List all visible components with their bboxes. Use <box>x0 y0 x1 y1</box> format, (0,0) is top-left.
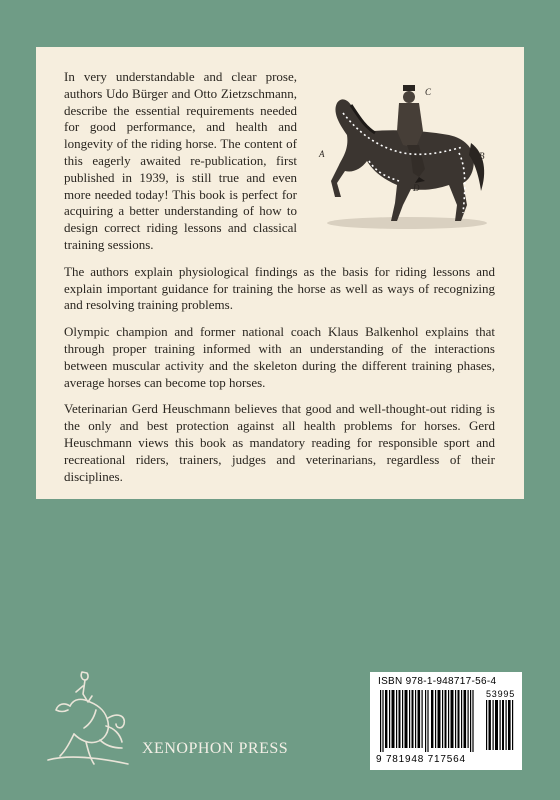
isbn-number: ISBN 978-1-948717-56-4 <box>378 676 497 687</box>
figure-label-a: A <box>319 149 325 159</box>
ean-digits: 9 781948 717564 <box>376 754 466 765</box>
isbn-barcode <box>370 672 522 770</box>
figure-label-c: C <box>425 87 432 97</box>
intro-section <box>64 69 495 254</box>
authors-paragraph: The authors explain physiological findings as the basis for riding lessons and explain important guidance for training the horse as well as ways of recognizing and resolving training problems. <box>64 263 495 313</box>
price-addon-bars <box>486 700 516 750</box>
xenophon-horse-logo-icon <box>30 662 140 772</box>
figure-label-b: B <box>479 151 485 161</box>
horse-rider-illustration <box>307 73 503 231</box>
back-cover-description-panel <box>36 47 524 499</box>
figure-label-d: D <box>413 183 420 193</box>
heuschmann-paragraph: Veterinarian Gerd Heuschmann believes that good and well-thought-out riding is the only and best protection against all health problems for horses. Gerd Heuschmann views this book as mandatory reading for responsible sport and recreational riders, trainers, judges and veterinarians, regardless of their disciplines. <box>64 401 495 484</box>
ean-barcode-bars <box>378 690 482 752</box>
publisher-block <box>30 662 330 772</box>
publisher-name: XENOPHON PRESS <box>142 740 289 757</box>
balkenhol-paragraph: Olympic champion and former national coach Klaus Balkenhol explains that through proper training informed with an understanding of the interactions between muscular activity and the skeleton during the different training phases, average horses can become top horses. <box>64 324 495 390</box>
horse-rider-drawing <box>307 73 503 231</box>
price-code: 53995 <box>486 689 516 699</box>
intro-paragraph: In very understandable and clear prose, authors Udo Bürger and Otto Zietzschmann, describe the essential requirements needed for good performance, and health and longevity of the riding horse. The content of this eagerly awaited re-publication, first published in 1939, is still true and even more needed today! This book is perfect for acquiring a better understanding of how to design correct riding lessons and classical training sessions. <box>64 69 297 252</box>
